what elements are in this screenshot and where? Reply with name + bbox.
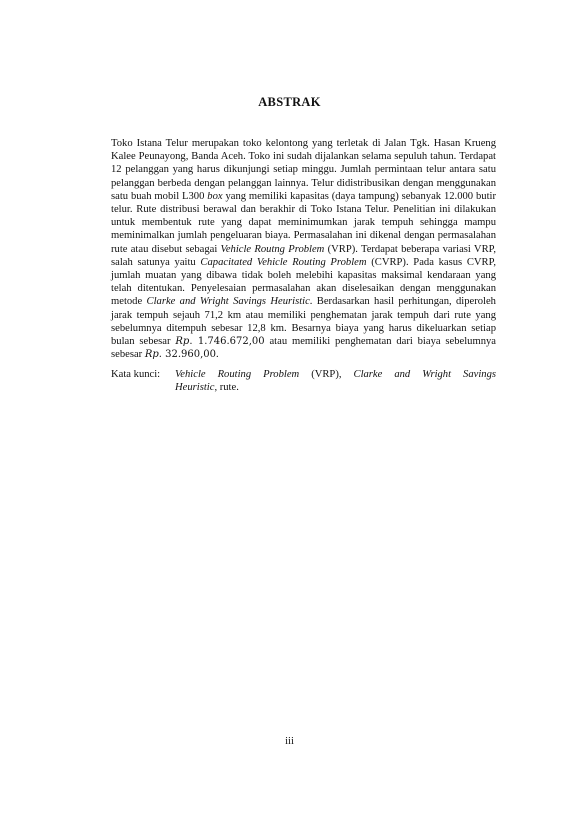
keywords-label: Kata kunci: (111, 369, 161, 380)
abstract-text-1: Toko Istana Telur merupakan toko kelontong yang terletak di Jalan Tgk. Hasan Krueng Kalee Peunayong, Banda Aceh. Toko ini sudah dijalankan selama sepuluh tahun. Terdapat 12 pelanggan yang harus dikunjungi setiap minggu. Jumlah permintaan telur antara satu pelanggan berbeda dengan pelanggan lainnya. Telur didistribusikan dengan menggunakan satu buah mobil L300 (111, 138, 496, 202)
abstract-text-5: . Berdasarkan hasil perhitungan, diperoleh jarak tempuh sejauh 71,2 km atau memiliki penghematan jarak tempuh dari rute yang sebelumnya ditempuh sebesar 12,8 km. Besarnya biaya yang harus dikeluarkan setiap bulan sebesar (111, 296, 496, 348)
savings-value: . 32.960,00 (158, 349, 217, 361)
cost-currency: Rp (175, 336, 190, 348)
keywords-line-1 (175, 368, 496, 381)
keyword-sep: (VRP), (299, 369, 354, 380)
keyword-clarke-wright: Clarke and Wright Savings (353, 369, 496, 380)
abstract-italic-cvrp: Capacitated Vehicle Routing Problem (200, 256, 367, 268)
keywords-line-2 (111, 381, 496, 394)
abstract-text-4: (CVRP). Pada kasus CVRP, jumlah muatan yang dibawa tidak boleh melebihi kapasitas maksimal kendaraan yang telah ditentukan. Penyelesaian permasalahan akan diselesaikan dengan menggunakan metode (111, 256, 496, 308)
keyword-rute: , rute. (214, 382, 239, 394)
keyword-heuristic: Heuristic (175, 382, 215, 394)
cost-value: . 1.746.672,00 (189, 336, 265, 348)
abstract-paragraph (111, 137, 496, 361)
abstract-text-7: . (216, 349, 219, 361)
abstract-italic-box: box (207, 190, 223, 202)
abstract-italic-method: Clarke and Wright Savings Heuristic (146, 296, 310, 308)
abstract-text-2: yang memiliki kapasitas (daya tampung) sebanyak 12.000 butir telur. Rute distribusi berawal dan berakhir di Toko Istana Telur. Penelitian ini dilakukan untuk membentuk rute yang dapat meminimumkan jarak tempuh sehingga mampu meminimalkan jumlah pengeluaran biaya. Permasalahan ini dikenal dengan permasalahan rute atau disebut sebagai (111, 190, 496, 255)
abstract-text-3: (VRP). Terdapat beberapa variasi VRP, salah satunya yaitu (111, 243, 497, 268)
page-number: iii (285, 736, 294, 747)
savings-currency: Rp (144, 349, 159, 361)
keywords-section (111, 368, 496, 394)
abstract-italic-vrp: Vehicle Routng Problem (220, 243, 325, 255)
keyword-vrp: Vehicle Routing Problem (175, 369, 300, 380)
abstract-text-6: atau memiliki penghematan dari biaya sebelumnya sebesar (111, 336, 497, 361)
page-title: ABSTRAK (258, 95, 321, 109)
